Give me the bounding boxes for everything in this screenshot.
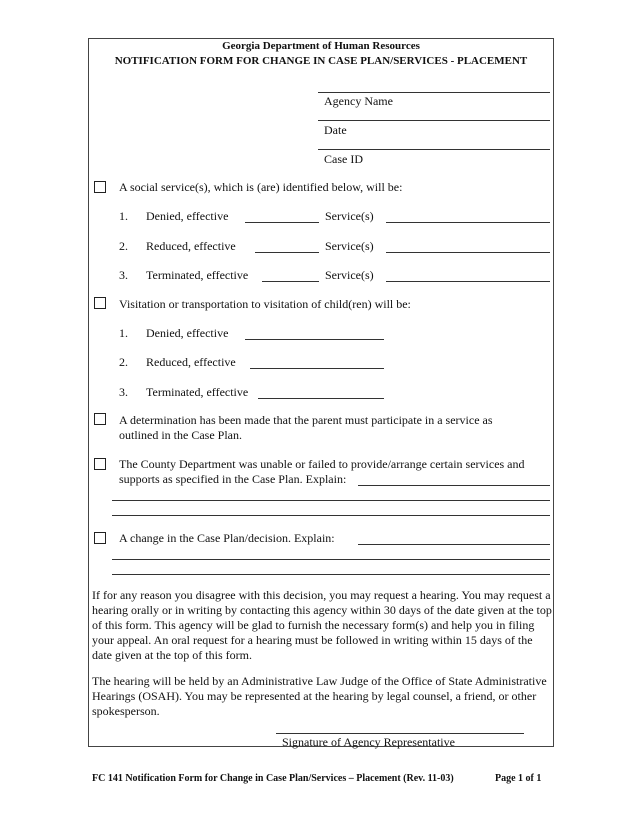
county-explain-line3[interactable] — [112, 515, 550, 516]
determination-checkbox[interactable] — [94, 413, 106, 425]
s2-item1-label: Denied, effective — [146, 326, 229, 340]
date-label: Date — [324, 123, 347, 137]
s1-item1-label: Denied, effective — [146, 209, 229, 223]
s1-item3-date-line[interactable] — [262, 281, 319, 282]
s1-item1-date-line[interactable] — [245, 222, 319, 223]
s1-item2-number: 2. — [119, 239, 128, 253]
s1-item1-service-label: Service(s) — [325, 209, 374, 223]
signature-label: Signature of Agency Representative — [282, 735, 455, 749]
s1-item3-service-label: Service(s) — [325, 268, 374, 282]
county-unable-text-line1: The County Department was unable or failed to provide/arrange certain services and — [119, 457, 525, 471]
county-unable-checkbox[interactable] — [94, 458, 106, 470]
form-id-footer: FC 141 Notification Form for Change in Case Plan/Services – Placement (Rev. 11-03) — [92, 773, 454, 784]
s2-item1-date-line[interactable] — [245, 339, 384, 340]
determination-text-line2: outlined in the Case Plan. — [119, 428, 242, 442]
hearing-details-paragraph: The hearing will be held by an Administrative Law Judge of the Office of State Administrative Hearings (OSAH). You may be represented at the hearing by legal counsel, a friend, or other spokesperson. — [92, 674, 547, 718]
form-title: NOTIFICATION FORM FOR CHANGE IN CASE PLAN/SERVICES - PLACEMENT — [114, 55, 528, 67]
s2-item1-number: 1. — [119, 326, 128, 340]
s1-item2-label: Reduced, effective — [146, 239, 236, 253]
s1-item3-label: Terminated, effective — [146, 268, 249, 282]
s2-item3-label: Terminated, effective — [146, 385, 249, 399]
s1-item2-service-label: Service(s) — [325, 239, 374, 253]
county-explain-line2[interactable] — [112, 500, 550, 501]
page-number: Page 1 of 1 — [495, 773, 542, 784]
case-plan-change-checkbox[interactable] — [94, 532, 106, 544]
visitation-checkbox[interactable] — [94, 297, 106, 309]
s1-item2-service-line[interactable] — [386, 252, 550, 253]
signature-line[interactable] — [276, 733, 524, 734]
s2-item3-date-line[interactable] — [258, 398, 384, 399]
case-id-label: Case ID — [324, 152, 363, 166]
s2-item2-number: 2. — [119, 355, 128, 369]
determination-text-line1: A determination has been made that the parent must participate in a service as — [119, 413, 493, 427]
social-service-text: A social service(s), which is (are) identified below, will be: — [119, 180, 403, 194]
change-explain-line3[interactable] — [112, 574, 550, 575]
agency-name-label: Agency Name — [324, 94, 393, 108]
visitation-text: Visitation or transportation to visitation of child(ren) will be: — [119, 297, 411, 311]
date-line[interactable] — [318, 120, 550, 121]
s2-item2-date-line[interactable] — [250, 368, 384, 369]
agency-header: Georgia Department of Human Resources — [222, 40, 420, 52]
s1-item2-date-line[interactable] — [255, 252, 319, 253]
s1-item1-service-line[interactable] — [386, 222, 550, 223]
agency-name-line[interactable] — [318, 92, 550, 93]
change-explain-line1[interactable] — [358, 544, 550, 545]
change-explain-line2[interactable] — [112, 559, 550, 560]
s1-item3-service-line[interactable] — [386, 281, 550, 282]
s1-item1-number: 1. — [119, 209, 128, 223]
county-explain-line1[interactable] — [358, 485, 550, 486]
case-id-line[interactable] — [318, 149, 550, 150]
county-unable-text-line2: supports as specified in the Case Plan. Explain: — [119, 472, 347, 486]
s2-item3-number: 3. — [119, 385, 128, 399]
social-service-checkbox[interactable] — [94, 181, 106, 193]
s1-item3-number: 3. — [119, 268, 128, 282]
hearing-notice-paragraph: If for any reason you disagree with this decision, you may request a hearing. You may request a hearing orally or in writing by contacting this agency within 30 days of the date given at the top of this form. This agency will be glad to furnish the necessary form(s) and help you in filing your appeal. An oral request for a hearing must be followed in writing within 15 days of the date given at the top of this form. — [92, 588, 552, 662]
s2-item2-label: Reduced, effective — [146, 355, 236, 369]
case-plan-change-text: A change in the Case Plan/decision. Explain: — [119, 531, 335, 545]
